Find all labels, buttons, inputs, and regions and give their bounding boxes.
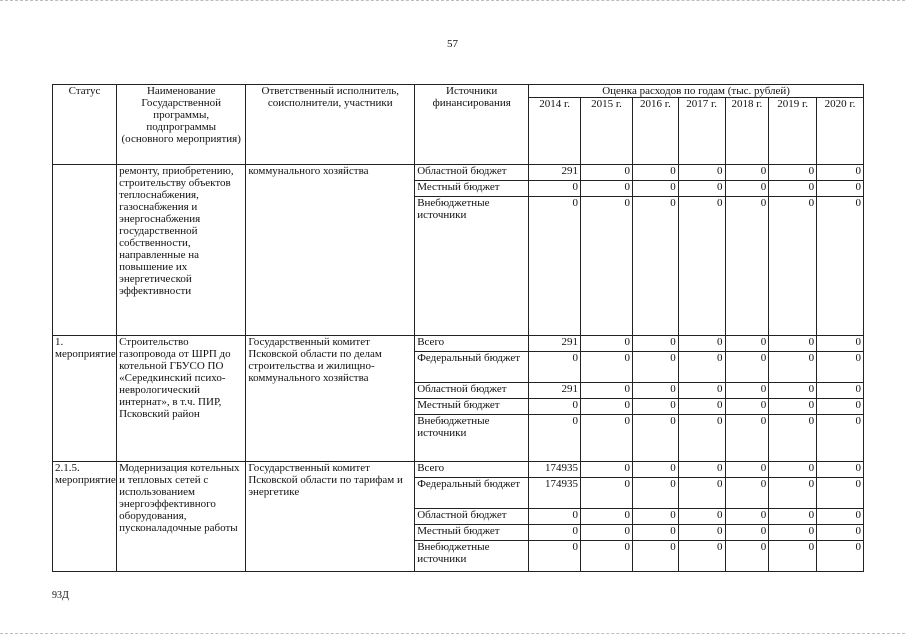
amount-cell: 0 — [678, 165, 725, 181]
scan-edge-top — [0, 0, 905, 3]
amount-cell: 291 — [529, 336, 581, 352]
funding-source-cell: Местный бюджет — [415, 181, 529, 197]
amount-cell: 0 — [817, 165, 864, 181]
amount-cell: 0 — [725, 197, 769, 336]
funding-source-cell: Областной бюджет — [415, 383, 529, 399]
amount-cell: 0 — [632, 181, 678, 197]
status-cell: 2.1.5. мероприятие — [53, 462, 117, 572]
table-row — [53, 462, 864, 478]
amount-cell: 0 — [817, 336, 864, 352]
amount-cell: 0 — [769, 197, 817, 336]
funding-source-cell: Всего — [415, 462, 529, 478]
amount-cell: 0 — [632, 352, 678, 383]
header-year: 2015 г. — [581, 98, 633, 165]
funding-source-cell: Федеральный бюджет — [415, 352, 529, 383]
header-year: 2016 г. — [632, 98, 678, 165]
amount-cell: 0 — [678, 541, 725, 572]
program-name-cell: Строительство газопровода от ШРП до котельной ГБУСО ПО «Середкинский психо-неврологический интернат», в т.ч. ПИР, Псковский район — [117, 336, 246, 462]
amount-cell: 0 — [725, 165, 769, 181]
header-sources: Источники финансирования — [415, 85, 529, 165]
amount-cell: 0 — [581, 399, 633, 415]
amount-cell: 0 — [769, 181, 817, 197]
header-status: Статус — [53, 85, 117, 165]
amount-cell: 0 — [769, 336, 817, 352]
amount-cell: 0 — [678, 383, 725, 399]
amount-cell: 0 — [678, 478, 725, 509]
header-year: 2018 г. — [725, 98, 769, 165]
amount-cell: 0 — [817, 352, 864, 383]
amount-cell: 0 — [632, 336, 678, 352]
amount-cell: 0 — [581, 352, 633, 383]
amount-cell: 0 — [581, 181, 633, 197]
scan-edge-bottom — [0, 633, 905, 636]
amount-cell: 0 — [678, 197, 725, 336]
amount-cell: 174935 — [529, 478, 581, 509]
header-executor: Ответственный исполнитель, соисполнители, участники — [246, 85, 415, 165]
amount-cell: 0 — [678, 525, 725, 541]
funding-source-cell: Местный бюджет — [415, 399, 529, 415]
amount-cell: 0 — [632, 541, 678, 572]
amount-cell: 0 — [632, 509, 678, 525]
header-year: 2014 г. — [529, 98, 581, 165]
status-cell: 1. мероприятие — [53, 336, 117, 462]
amount-cell: 0 — [678, 462, 725, 478]
amount-cell: 0 — [581, 165, 633, 181]
amount-cell: 0 — [678, 399, 725, 415]
amount-cell: 0 — [725, 462, 769, 478]
amount-cell: 291 — [529, 165, 581, 181]
amount-cell: 0 — [678, 509, 725, 525]
amount-cell: 0 — [529, 525, 581, 541]
amount-cell: 0 — [817, 462, 864, 478]
amount-cell: 0 — [581, 383, 633, 399]
header-year: 2017 г. — [678, 98, 725, 165]
program-name-cell: ремонту, приобретению, строительству объектов теплоснабжения, газоснабжения и энергоснабжения государственной собственности, направленные на повышение их энергетической эффективности — [117, 165, 246, 336]
header-program: Наименование Государственной программы, подпрограммы (основного мероприятия) — [117, 85, 246, 165]
amount-cell: 0 — [769, 352, 817, 383]
amount-cell: 0 — [817, 197, 864, 336]
budget-table — [52, 84, 864, 572]
funding-source-cell: Федеральный бюджет — [415, 478, 529, 509]
amount-cell: 0 — [725, 541, 769, 572]
amount-cell: 0 — [817, 509, 864, 525]
amount-cell: 0 — [632, 197, 678, 336]
amount-cell: 0 — [769, 399, 817, 415]
amount-cell: 0 — [581, 478, 633, 509]
amount-cell: 0 — [632, 399, 678, 415]
amount-cell: 0 — [632, 383, 678, 399]
amount-cell: 0 — [725, 509, 769, 525]
amount-cell: 0 — [769, 525, 817, 541]
header-year: 2020 г. — [817, 98, 864, 165]
amount-cell: 0 — [581, 525, 633, 541]
amount-cell: 0 — [529, 181, 581, 197]
amount-cell: 174935 — [529, 462, 581, 478]
amount-cell: 0 — [581, 541, 633, 572]
amount-cell: 0 — [581, 415, 633, 462]
amount-cell: 0 — [769, 509, 817, 525]
amount-cell: 0 — [678, 415, 725, 462]
amount-cell: 0 — [678, 181, 725, 197]
table-body — [53, 165, 864, 572]
program-name-cell: Модернизация котельных и тепловых сетей с использованием энергоэффективного оборудования, пусконаладочные работы — [117, 462, 246, 572]
amount-cell: 0 — [529, 509, 581, 525]
amount-cell: 0 — [632, 415, 678, 462]
amount-cell: 0 — [769, 415, 817, 462]
amount-cell: 0 — [725, 383, 769, 399]
amount-cell: 0 — [725, 478, 769, 509]
amount-cell: 0 — [769, 462, 817, 478]
amount-cell: 0 — [725, 336, 769, 352]
amount-cell: 0 — [817, 541, 864, 572]
amount-cell: 0 — [581, 462, 633, 478]
amount-cell: 0 — [817, 399, 864, 415]
funding-source-cell: Областной бюджет — [415, 509, 529, 525]
amount-cell: 0 — [632, 462, 678, 478]
executor-cell: Государственный комитет Псковской области по тарифам и энергетике — [246, 462, 415, 572]
table-row — [53, 336, 864, 352]
amount-cell: 0 — [529, 399, 581, 415]
page-number: 57 — [447, 38, 458, 50]
amount-cell: 0 — [529, 352, 581, 383]
amount-cell: 0 — [769, 541, 817, 572]
amount-cell: 0 — [529, 541, 581, 572]
amount-cell: 0 — [678, 352, 725, 383]
amount-cell: 0 — [529, 415, 581, 462]
amount-cell: 0 — [632, 525, 678, 541]
funding-source-cell: Областной бюджет — [415, 165, 529, 181]
amount-cell: 0 — [817, 181, 864, 197]
amount-cell: 0 — [817, 383, 864, 399]
executor-cell: Государственный комитет Псковской области по делам строительства и жилищно-коммунального хозяйства — [246, 336, 415, 462]
amount-cell: 0 — [632, 478, 678, 509]
header-estimate: Оценка расходов по годам (тыс. рублей) — [529, 85, 864, 98]
amount-cell: 291 — [529, 383, 581, 399]
table-row — [53, 165, 864, 181]
executor-cell: коммунального хозяйства — [246, 165, 415, 336]
amount-cell: 0 — [769, 383, 817, 399]
amount-cell: 0 — [725, 415, 769, 462]
amount-cell: 0 — [725, 352, 769, 383]
funding-source-cell: Внебюджетные источники — [415, 415, 529, 462]
amount-cell: 0 — [817, 478, 864, 509]
amount-cell: 0 — [725, 525, 769, 541]
amount-cell: 0 — [817, 415, 864, 462]
amount-cell: 0 — [725, 399, 769, 415]
amount-cell: 0 — [678, 336, 725, 352]
amount-cell: 0 — [769, 165, 817, 181]
funding-source-cell: Внебюджетные источники — [415, 541, 529, 572]
amount-cell: 0 — [817, 525, 864, 541]
document-code: 93Д — [52, 590, 69, 601]
amount-cell: 0 — [725, 181, 769, 197]
amount-cell: 0 — [581, 336, 633, 352]
amount-cell: 0 — [529, 197, 581, 336]
header-year: 2019 г. — [769, 98, 817, 165]
amount-cell: 0 — [632, 165, 678, 181]
status-cell — [53, 165, 117, 336]
header-row-top — [53, 85, 864, 98]
amount-cell: 0 — [769, 478, 817, 509]
amount-cell: 0 — [581, 197, 633, 336]
funding-source-cell: Внебюджетные источники — [415, 197, 529, 336]
funding-source-cell: Всего — [415, 336, 529, 352]
amount-cell: 0 — [581, 509, 633, 525]
funding-source-cell: Местный бюджет — [415, 525, 529, 541]
